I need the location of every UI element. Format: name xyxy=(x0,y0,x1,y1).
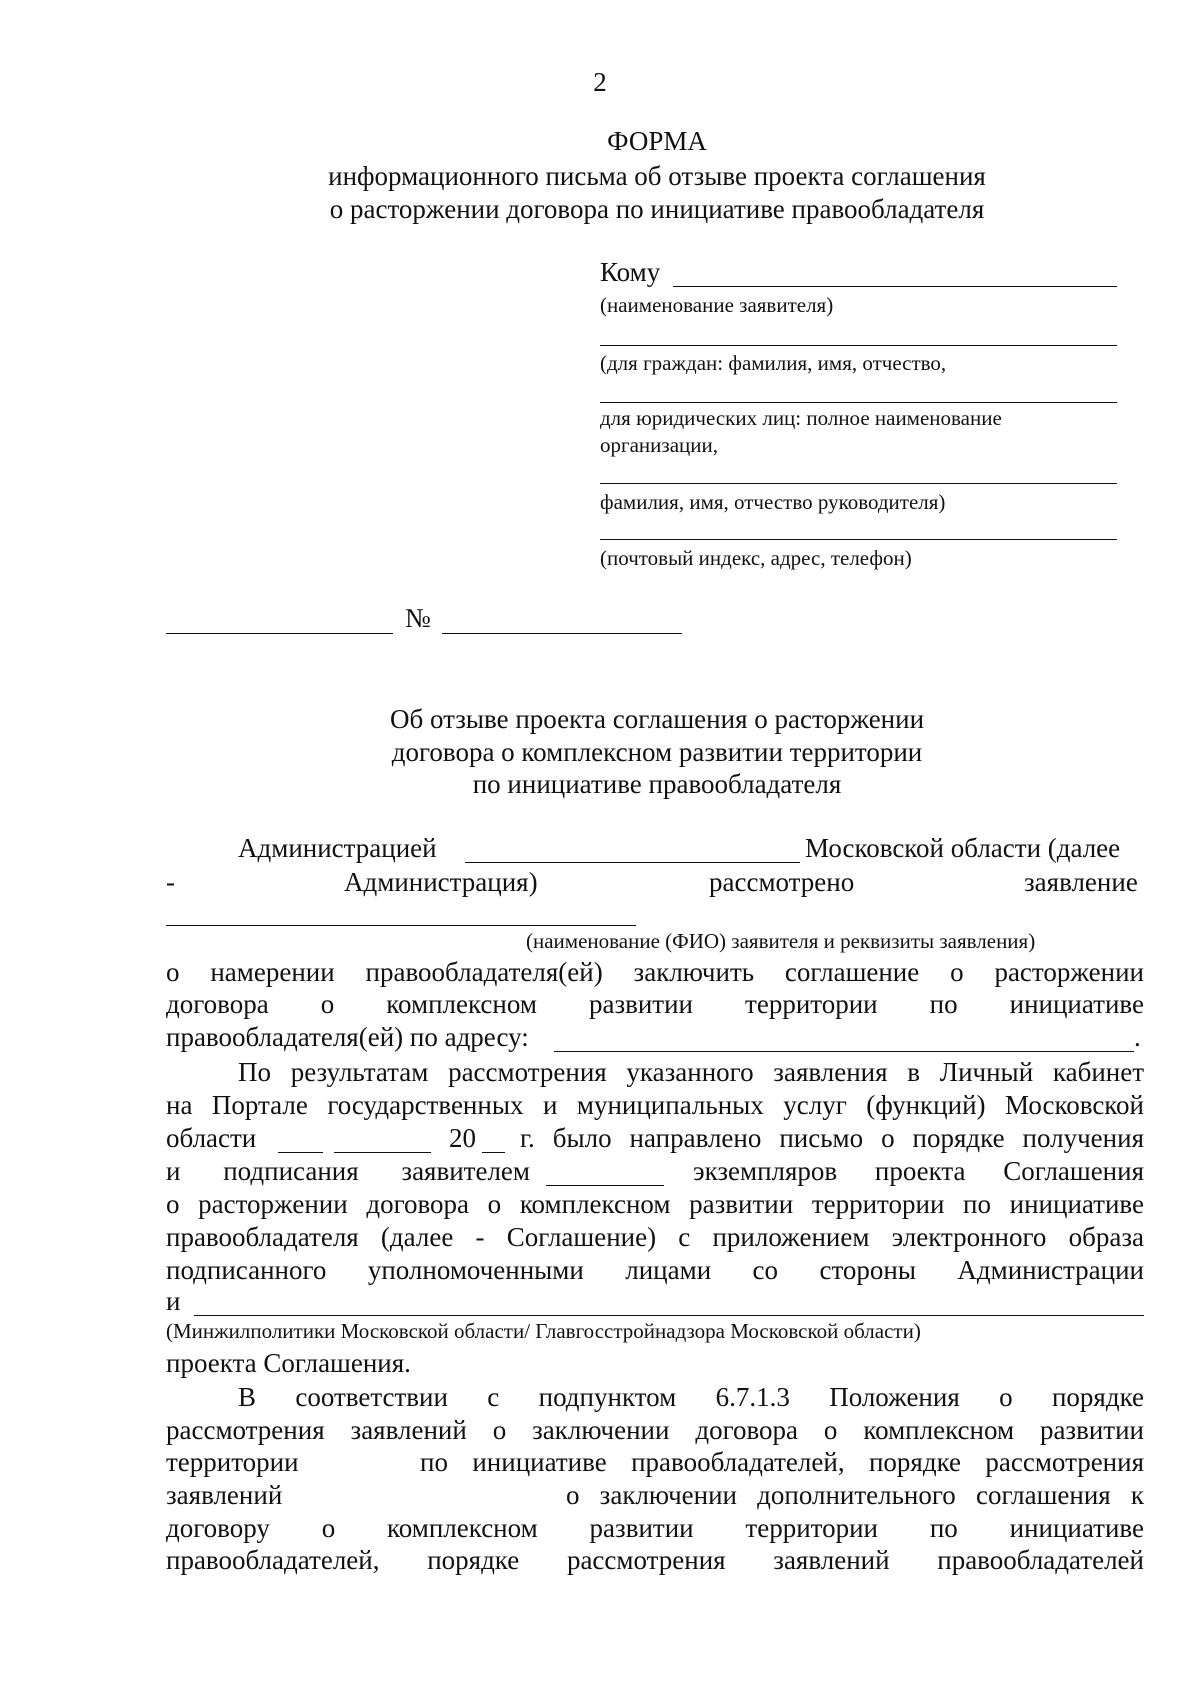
applicant-hint: (наименование (ФИО) заявителя и реквизиты заявления) xyxy=(526,929,1036,953)
p1-application: заявление xyxy=(1024,867,1138,897)
p1-line3: о намерении правообладателя(ей) заключить соглашение о расторжении xyxy=(166,957,1144,987)
p3-line2: рассмотрения заявлений о заключении договора о комплексном развитии xyxy=(166,1415,1144,1445)
ministry-hint: (Минжилполитики Московской области/ Главгосстройнадзора Московской области) xyxy=(166,1319,921,1343)
p2-line5: о расторжении договора о комплексном развитии территории по инициативе xyxy=(166,1189,1144,1219)
p2-region-word: области xyxy=(166,1123,257,1153)
addressee-line-5[interactable] xyxy=(600,539,1117,540)
addressee-line-2[interactable] xyxy=(600,345,1117,346)
p1-address-label: правообладателя(ей) по адресу: xyxy=(166,1022,529,1052)
subject-line2: договора о комплексном развитии территории xyxy=(391,737,923,767)
day-field-line[interactable] xyxy=(278,1152,323,1153)
p2-line7: подписанного уполномоченными лицами со стороны Администрации xyxy=(166,1255,1144,1285)
p1-region: Московской области (далее xyxy=(805,833,1121,863)
administration-name-line[interactable] xyxy=(465,862,800,863)
p2-line6: правообладателя (далее - Соглашение) с приложением электронного образа xyxy=(166,1222,1144,1252)
to-field-line[interactable] xyxy=(673,286,1117,287)
p3-line1: В соответствии с подпунктом 6.7.1.3 Положения о порядке xyxy=(238,1382,1144,1412)
p1-considered: рассмотрено xyxy=(709,867,855,897)
number-sign: № xyxy=(405,603,431,633)
page-number: 2 xyxy=(593,67,607,97)
p2-line8-and: и xyxy=(166,1286,181,1316)
p2-line2: на Портале государственных и муниципальных услуг (функций) Московской xyxy=(166,1090,1144,1120)
p2-year-prefix: 20 xyxy=(449,1123,476,1153)
p3-line4-start: заявлений xyxy=(166,1480,283,1510)
addressee-hint-address: (почтовый индекс, адрес, телефон) xyxy=(600,546,912,570)
month-field-line[interactable] xyxy=(334,1152,431,1153)
p2-line3-rest: г. было направлено письмо о порядке получения xyxy=(520,1123,1144,1153)
p2-line9: проекта Соглашения. xyxy=(166,1348,411,1378)
addressee-hint-org: организации, xyxy=(600,433,718,457)
subject-line3: по инициативе правообладателя xyxy=(472,769,842,799)
p3-line3-start: территории xyxy=(166,1447,299,1477)
p1-administration: Администрацией xyxy=(238,833,437,863)
addressee-hint-name: (наименование заявителя) xyxy=(600,293,834,317)
addressee-line-4[interactable] xyxy=(600,483,1117,484)
p3-line6: правообладателей, порядке рассмотрения заявлений правообладателей xyxy=(166,1545,1144,1575)
applicant-field-line[interactable] xyxy=(166,925,636,926)
addressee-hint-head: фамилия, имя, отчество руководителя) xyxy=(600,490,946,514)
address-field-line[interactable] xyxy=(554,1051,1134,1052)
p2-line4-rest: экземпляров проекта Соглашения xyxy=(693,1156,1144,1186)
number-field-line[interactable] xyxy=(442,633,682,634)
p1-administration-abbr: Администрация) xyxy=(344,867,538,897)
p3-line3-rest: по инициативе правообладателей, порядке рассмотрения xyxy=(420,1447,1144,1477)
ministry-field-line[interactable] xyxy=(194,1315,1144,1316)
p1-dash: - xyxy=(166,867,175,897)
p3-line5: договору о комплексном развитии территории по инициативе xyxy=(166,1513,1144,1543)
p1-line4: договора о комплексном развитии территории по инициативе xyxy=(166,989,1144,1019)
p2-line4-start: и подписания заявителем xyxy=(166,1156,530,1186)
year-field-line[interactable] xyxy=(482,1152,505,1153)
subject-line1: Об отзыве проекта соглашения о расторжении xyxy=(389,704,925,734)
addressee-hint-citizens: (для граждан: фамилия, имя, отчество, xyxy=(600,351,947,375)
p3-line4-rest: о заключении дополнительного соглашения к xyxy=(566,1480,1144,1510)
p1-period: . xyxy=(1134,1022,1141,1052)
to-label: Кому xyxy=(600,257,661,287)
form-subtitle-line1: информационного письма об отзыве проекта соглашения xyxy=(328,161,986,191)
addressee-hint-legal: для юридических лиц: полное наименование xyxy=(600,406,1002,430)
p2-line1: По результатам рассмотрения указанного заявления в Личный кабинет xyxy=(238,1057,1144,1087)
copies-field-line[interactable] xyxy=(546,1185,664,1186)
addressee-line-3[interactable] xyxy=(600,402,1117,403)
form-subtitle-line2: о расторжении договора по инициативе правообладателя xyxy=(329,194,985,224)
date-field-line[interactable] xyxy=(166,633,393,634)
form-title: ФОРМА xyxy=(607,126,707,156)
